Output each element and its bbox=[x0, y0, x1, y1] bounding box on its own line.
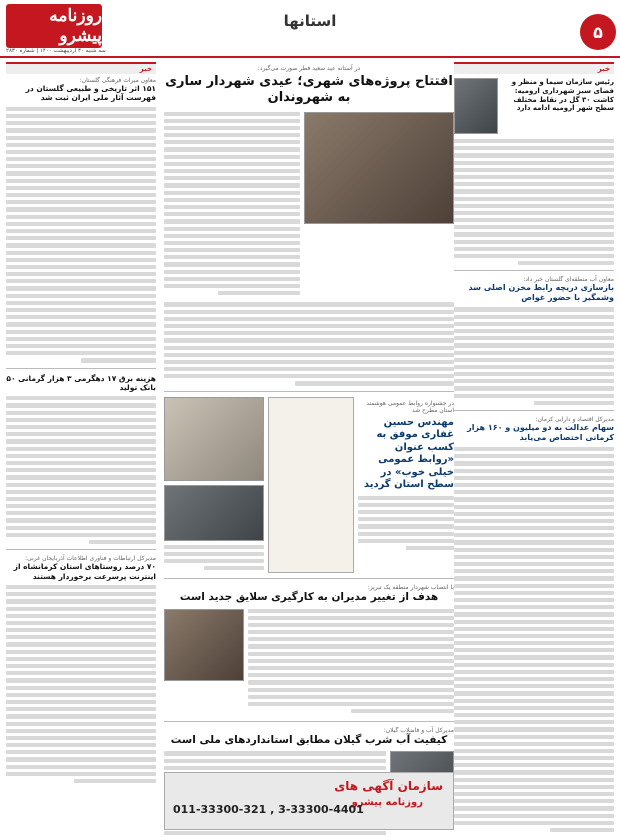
award-headline: مهندس حسین غفاری موفق به کسب عنوان «روابط عمومی خیلی خوب» در سطح استان گردید bbox=[363, 416, 454, 491]
left-top-kicker: معاون میراث فرهنگی گلستان: bbox=[79, 77, 156, 84]
ceremony-photo bbox=[164, 485, 264, 541]
article-body bbox=[6, 585, 156, 783]
right-mid-headline: بازسازی دریچه رابط مخزن اصلی سد وشمگیر با حضور غواص bbox=[468, 283, 614, 303]
main-kicker: در آستانه عید سعید فطر صورت می‌گیرد: bbox=[257, 65, 361, 72]
newspaper-logo: روزنامه پیشرو bbox=[6, 4, 102, 48]
left-column bbox=[6, 62, 156, 786]
section-title: استانها bbox=[283, 12, 337, 30]
article-body bbox=[164, 545, 264, 571]
ad-title: سازمان آگهی های bbox=[334, 779, 443, 793]
left-bottom-headline: ۷۰ درصد روستاهای استان کرمانشاه از اینترنت پرسرعت برخوردار هستند bbox=[13, 562, 156, 581]
right-bottom-kicker: مدیرکل اقتصاد و دارایی کرمان: bbox=[535, 416, 614, 423]
award-photo bbox=[164, 397, 264, 481]
portrait-photo bbox=[454, 78, 498, 134]
left-top-headline: ۱۵۱ اثر تاریخی و طبیعی گلستان در فهرست آثار ملی ایران ثبت شد bbox=[25, 84, 156, 103]
article-body bbox=[248, 609, 454, 717]
article-body bbox=[164, 302, 454, 385]
main-column bbox=[164, 62, 454, 837]
ad-subtitle: روزنامه پیشرو bbox=[351, 797, 423, 808]
advertisement-box bbox=[164, 772, 454, 830]
khabar-label: خبر bbox=[6, 62, 156, 74]
article-body bbox=[454, 139, 614, 265]
right-column bbox=[454, 62, 614, 835]
right-top-headline: رئیس سازمان سیما و منظر و فضای سبز شهرداری ارومیه: کاشت ۳۰ گل در نقاط مختلف سطح شهر ارومیه ادامه دارد bbox=[511, 78, 614, 113]
official-photo bbox=[164, 609, 244, 681]
header-divider bbox=[0, 56, 620, 58]
mayor-photo bbox=[304, 112, 454, 224]
right-bottom-headline: سهام عدالت به دو میلیون و ۱۶۰ هزار کرمانی اختصاص می‌یابد bbox=[467, 423, 614, 442]
left-bottom-kicker: مدیرکل ارتباطات و فناوری اطلاعات آذربایجان غربی: bbox=[25, 555, 156, 563]
khabar-label: خبر bbox=[454, 62, 614, 74]
main-headline: افتتاح پروژه‌های شهری؛ عیدی شهردار ساری به شهروندان bbox=[165, 74, 453, 106]
masthead bbox=[0, 0, 620, 58]
water-headline: کیفیت آب شرب گیلان مطابق استانداردهای ملی است bbox=[170, 734, 448, 747]
dateline: سه شنبه ۳۰ اردیبهشت ۱۴۰۰ | شماره ۲۸۳۰ bbox=[6, 48, 106, 54]
article-body bbox=[164, 112, 300, 299]
certificate-image bbox=[268, 397, 354, 573]
right-mid-kicker: معاون آب منطقه‌ای گلستان خبر داد: bbox=[523, 276, 614, 284]
left-mid-headline: هزینه برق ۱۷ دهگرمی ۳ هزار گرمانی ۵۰ بانک تولید bbox=[6, 373, 156, 392]
article-body bbox=[6, 107, 156, 363]
award-kicker: در جشنواره روابط عمومی هوشمند استان مطرح شد bbox=[366, 399, 454, 414]
change-kicker: با انتصاب شهردار منطقه یک تبریز: bbox=[367, 584, 454, 592]
page-number: ۵ bbox=[580, 14, 616, 50]
article-body bbox=[358, 496, 454, 551]
change-headline: هدف از تغییر مدیران به کارگیری سلایق جدید است bbox=[179, 591, 439, 604]
ad-phone: 011-33300-321 , 3-33300-4401 bbox=[173, 803, 364, 816]
article-body bbox=[454, 447, 614, 832]
article-body bbox=[6, 396, 156, 544]
water-kicker: مدیرکل آب و فاضلاب گیلان: bbox=[383, 727, 454, 735]
article-body bbox=[454, 307, 614, 405]
